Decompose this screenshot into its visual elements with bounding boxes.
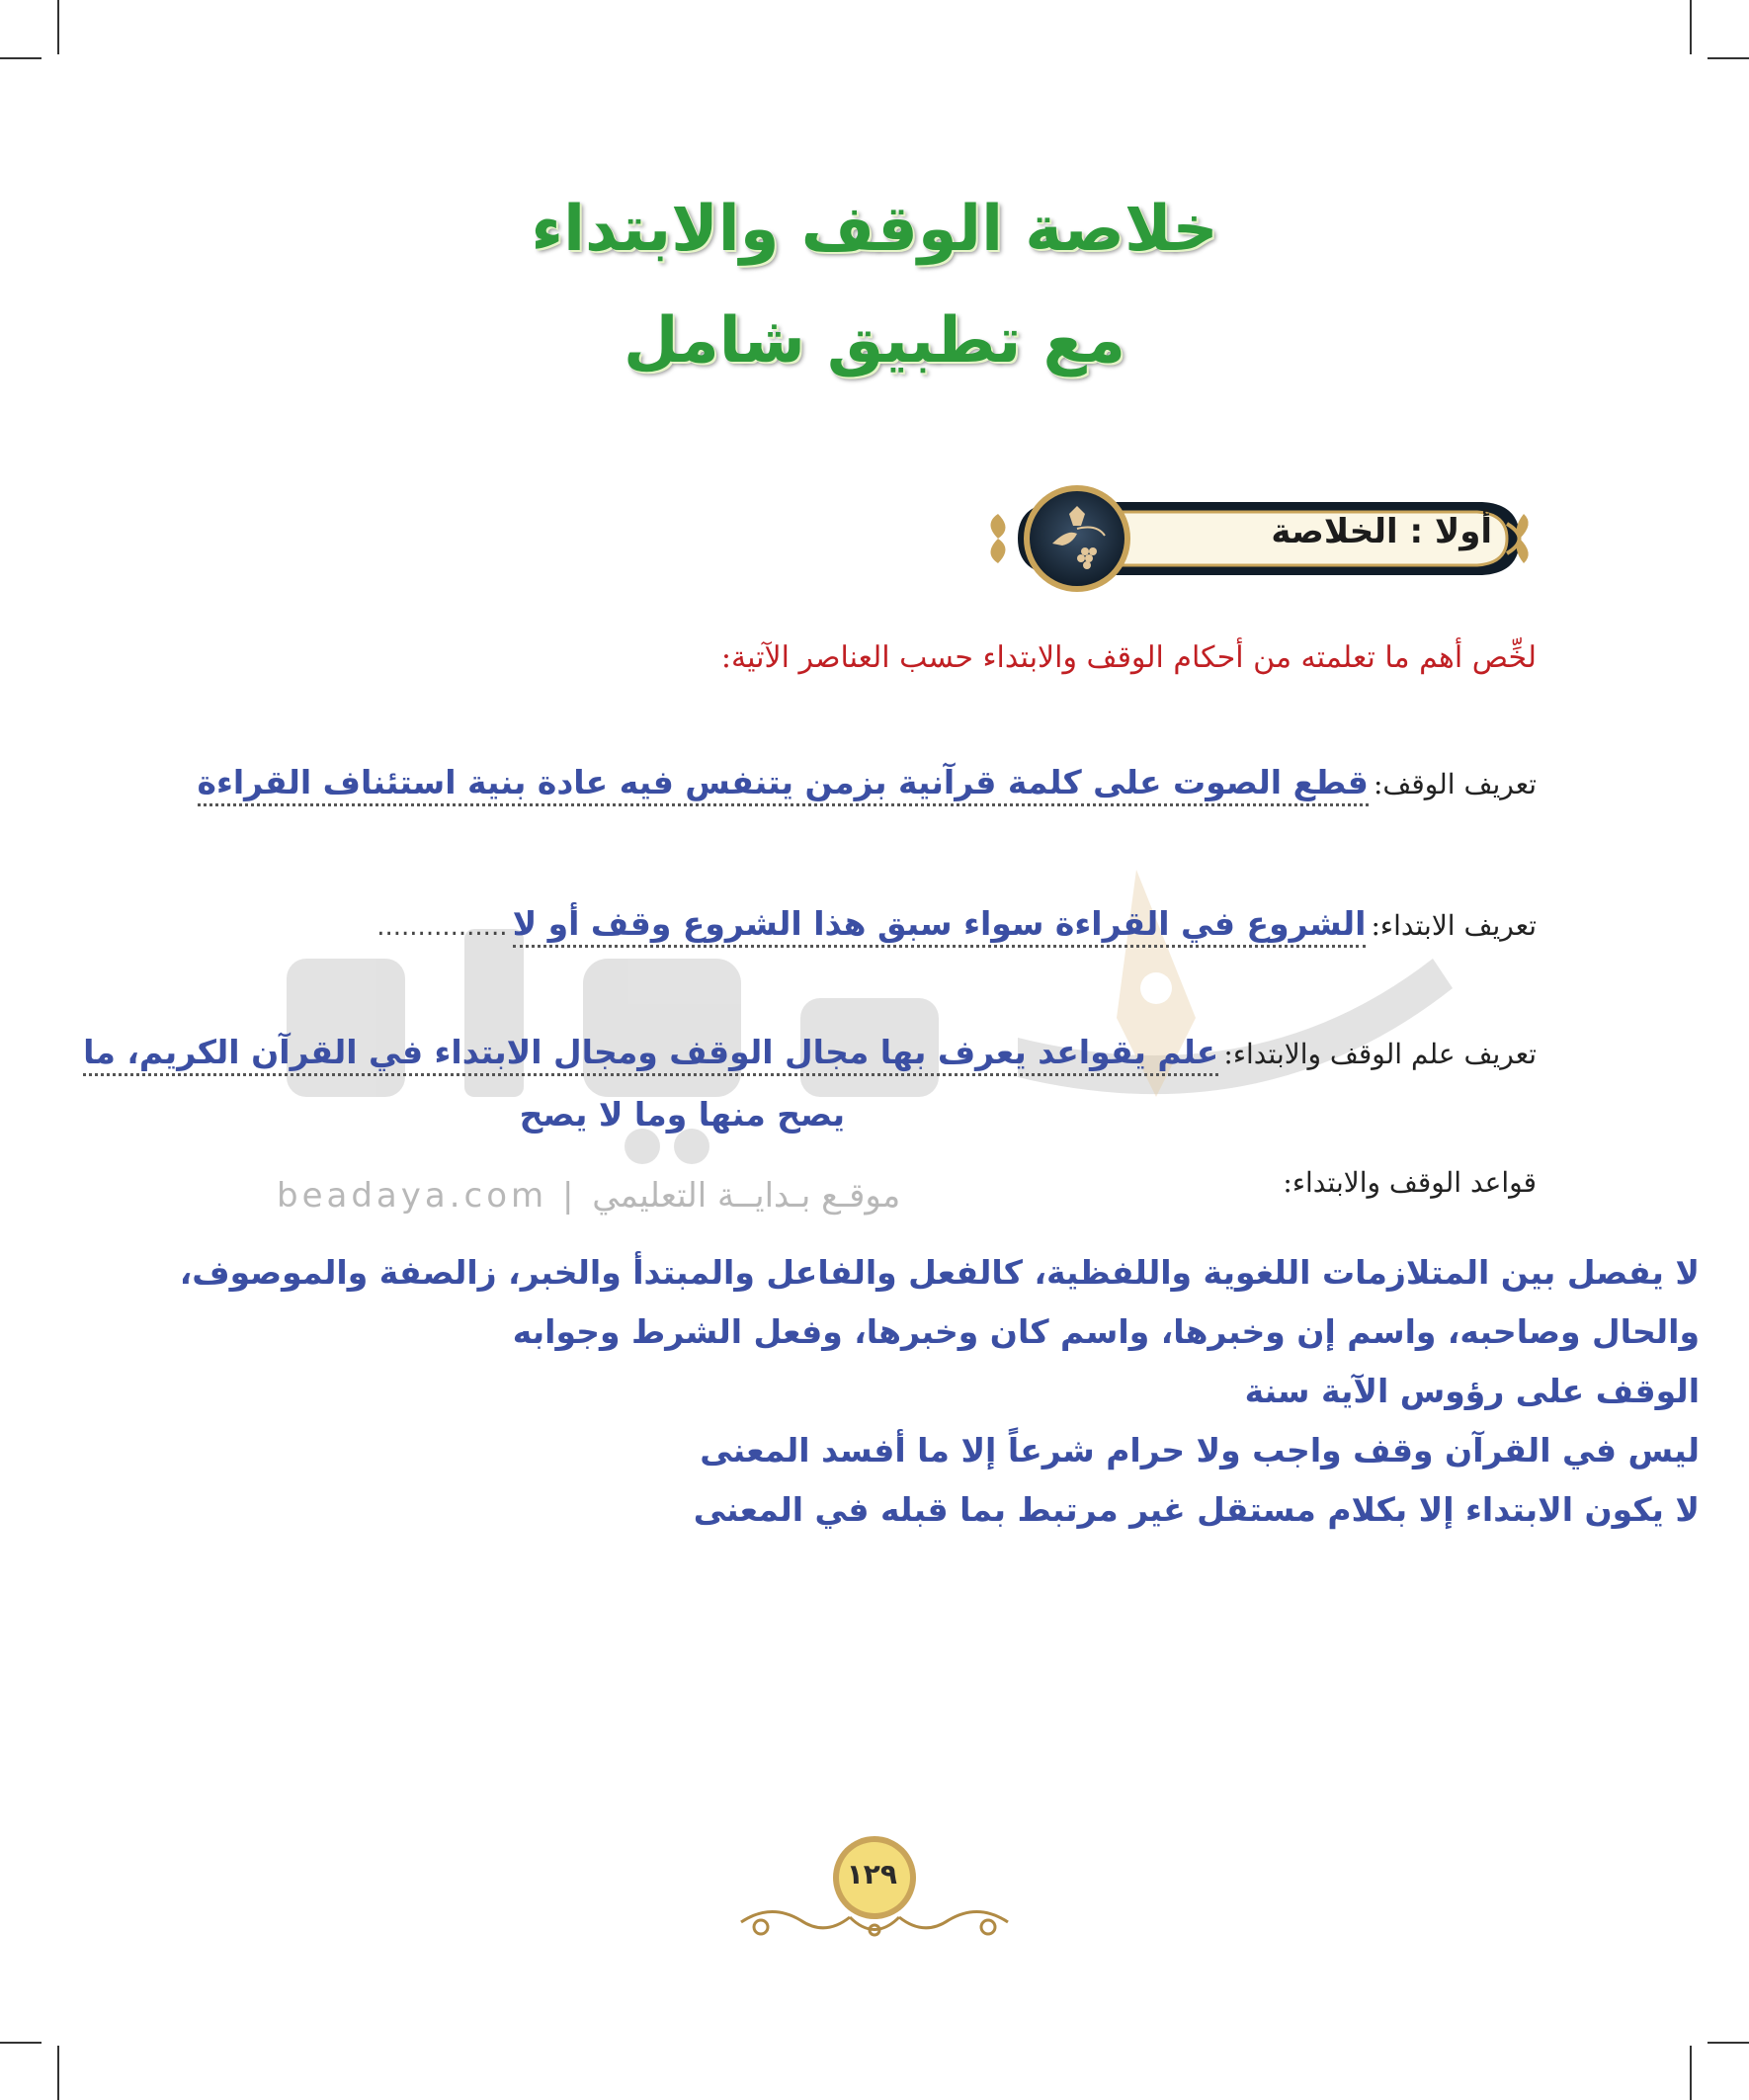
item-answer: قطع الصوت على كلمة قرآنية بزمن يتنفس فيه عادة بنية استئناف القراءة [198,763,1369,806]
item-label: قواعد الوقف والابتداء: [1283,1166,1537,1199]
page-number-ornament [731,1833,1018,1952]
item-definition-ilm [83,1033,1537,1071]
item-answer: علم يقواعد يعرف بها مجال الوقف ومجال الابتداء في القرآن الكريم، ما [83,1033,1218,1076]
rule-line: والحال وصاحبه، واسم إن وخبرها، واسم كان وخبرها، وفعل الشرط وجوابه [512,1312,1700,1351]
crop-mark [1707,2042,1749,2044]
page-subtitle: مع تطبيق شامل [624,304,1125,378]
crop-mark [57,2046,59,2100]
section-banner-label: أولا : الخلاصة [1271,512,1492,551]
item-label: تعريف الابتداء: [1371,909,1537,942]
item-definition-ibtida [376,904,1537,943]
item-trailing-dots: ................ [376,912,508,942]
rule-line: لا يكون الابتداء إلا بكلام مستقل غير مرتبط بما قبله في المعنى [693,1490,1700,1529]
crop-mark [1690,0,1692,54]
crop-mark [1707,57,1749,59]
item-label: تعريف الوقف: [1373,768,1537,800]
page-number: ١٢٩ [846,1858,897,1890]
watermark-logo [267,840,1472,1196]
rule-line: ليس في القرآن وقف واجب ولا حرام شرعاً إلا ما أفسد المعنى [700,1431,1700,1470]
item-definition-waqf [198,763,1537,801]
item-rules [1283,1166,1537,1199]
item-definition-ilm-line2 [520,1095,845,1134]
rule-line: لا يفصل بين المتلازمات اللغوية واللفظية، كالفعل والفاعل والمبتدأ والخبر، زالصفة والموصوف، [179,1253,1700,1292]
item-label: تعريف علم الوقف والابتداء: [1223,1038,1537,1070]
crop-mark [0,2042,42,2044]
rule-line: الوقف على رؤوس الآية سنة [1244,1372,1700,1410]
item-answer-continued: يصح منها وما لا يصح [519,1095,845,1134]
item-answer: الشروع في القراءة سواء سبق هذا الشروع وقف أو لا [513,904,1367,948]
page-title: خلاصة الوقف والابتداء [531,193,1218,266]
crop-mark [0,57,42,59]
watermark-caption: beadaya.com | موقـع بـدايــة التعليمي [277,1176,901,1216]
crop-mark [57,0,59,54]
crop-mark [1690,2046,1692,2100]
instruction-text: لخِّص أهم ما تعلمته من أحكام الوقف والابتداء حسب العناصر الآتية: [720,640,1537,675]
